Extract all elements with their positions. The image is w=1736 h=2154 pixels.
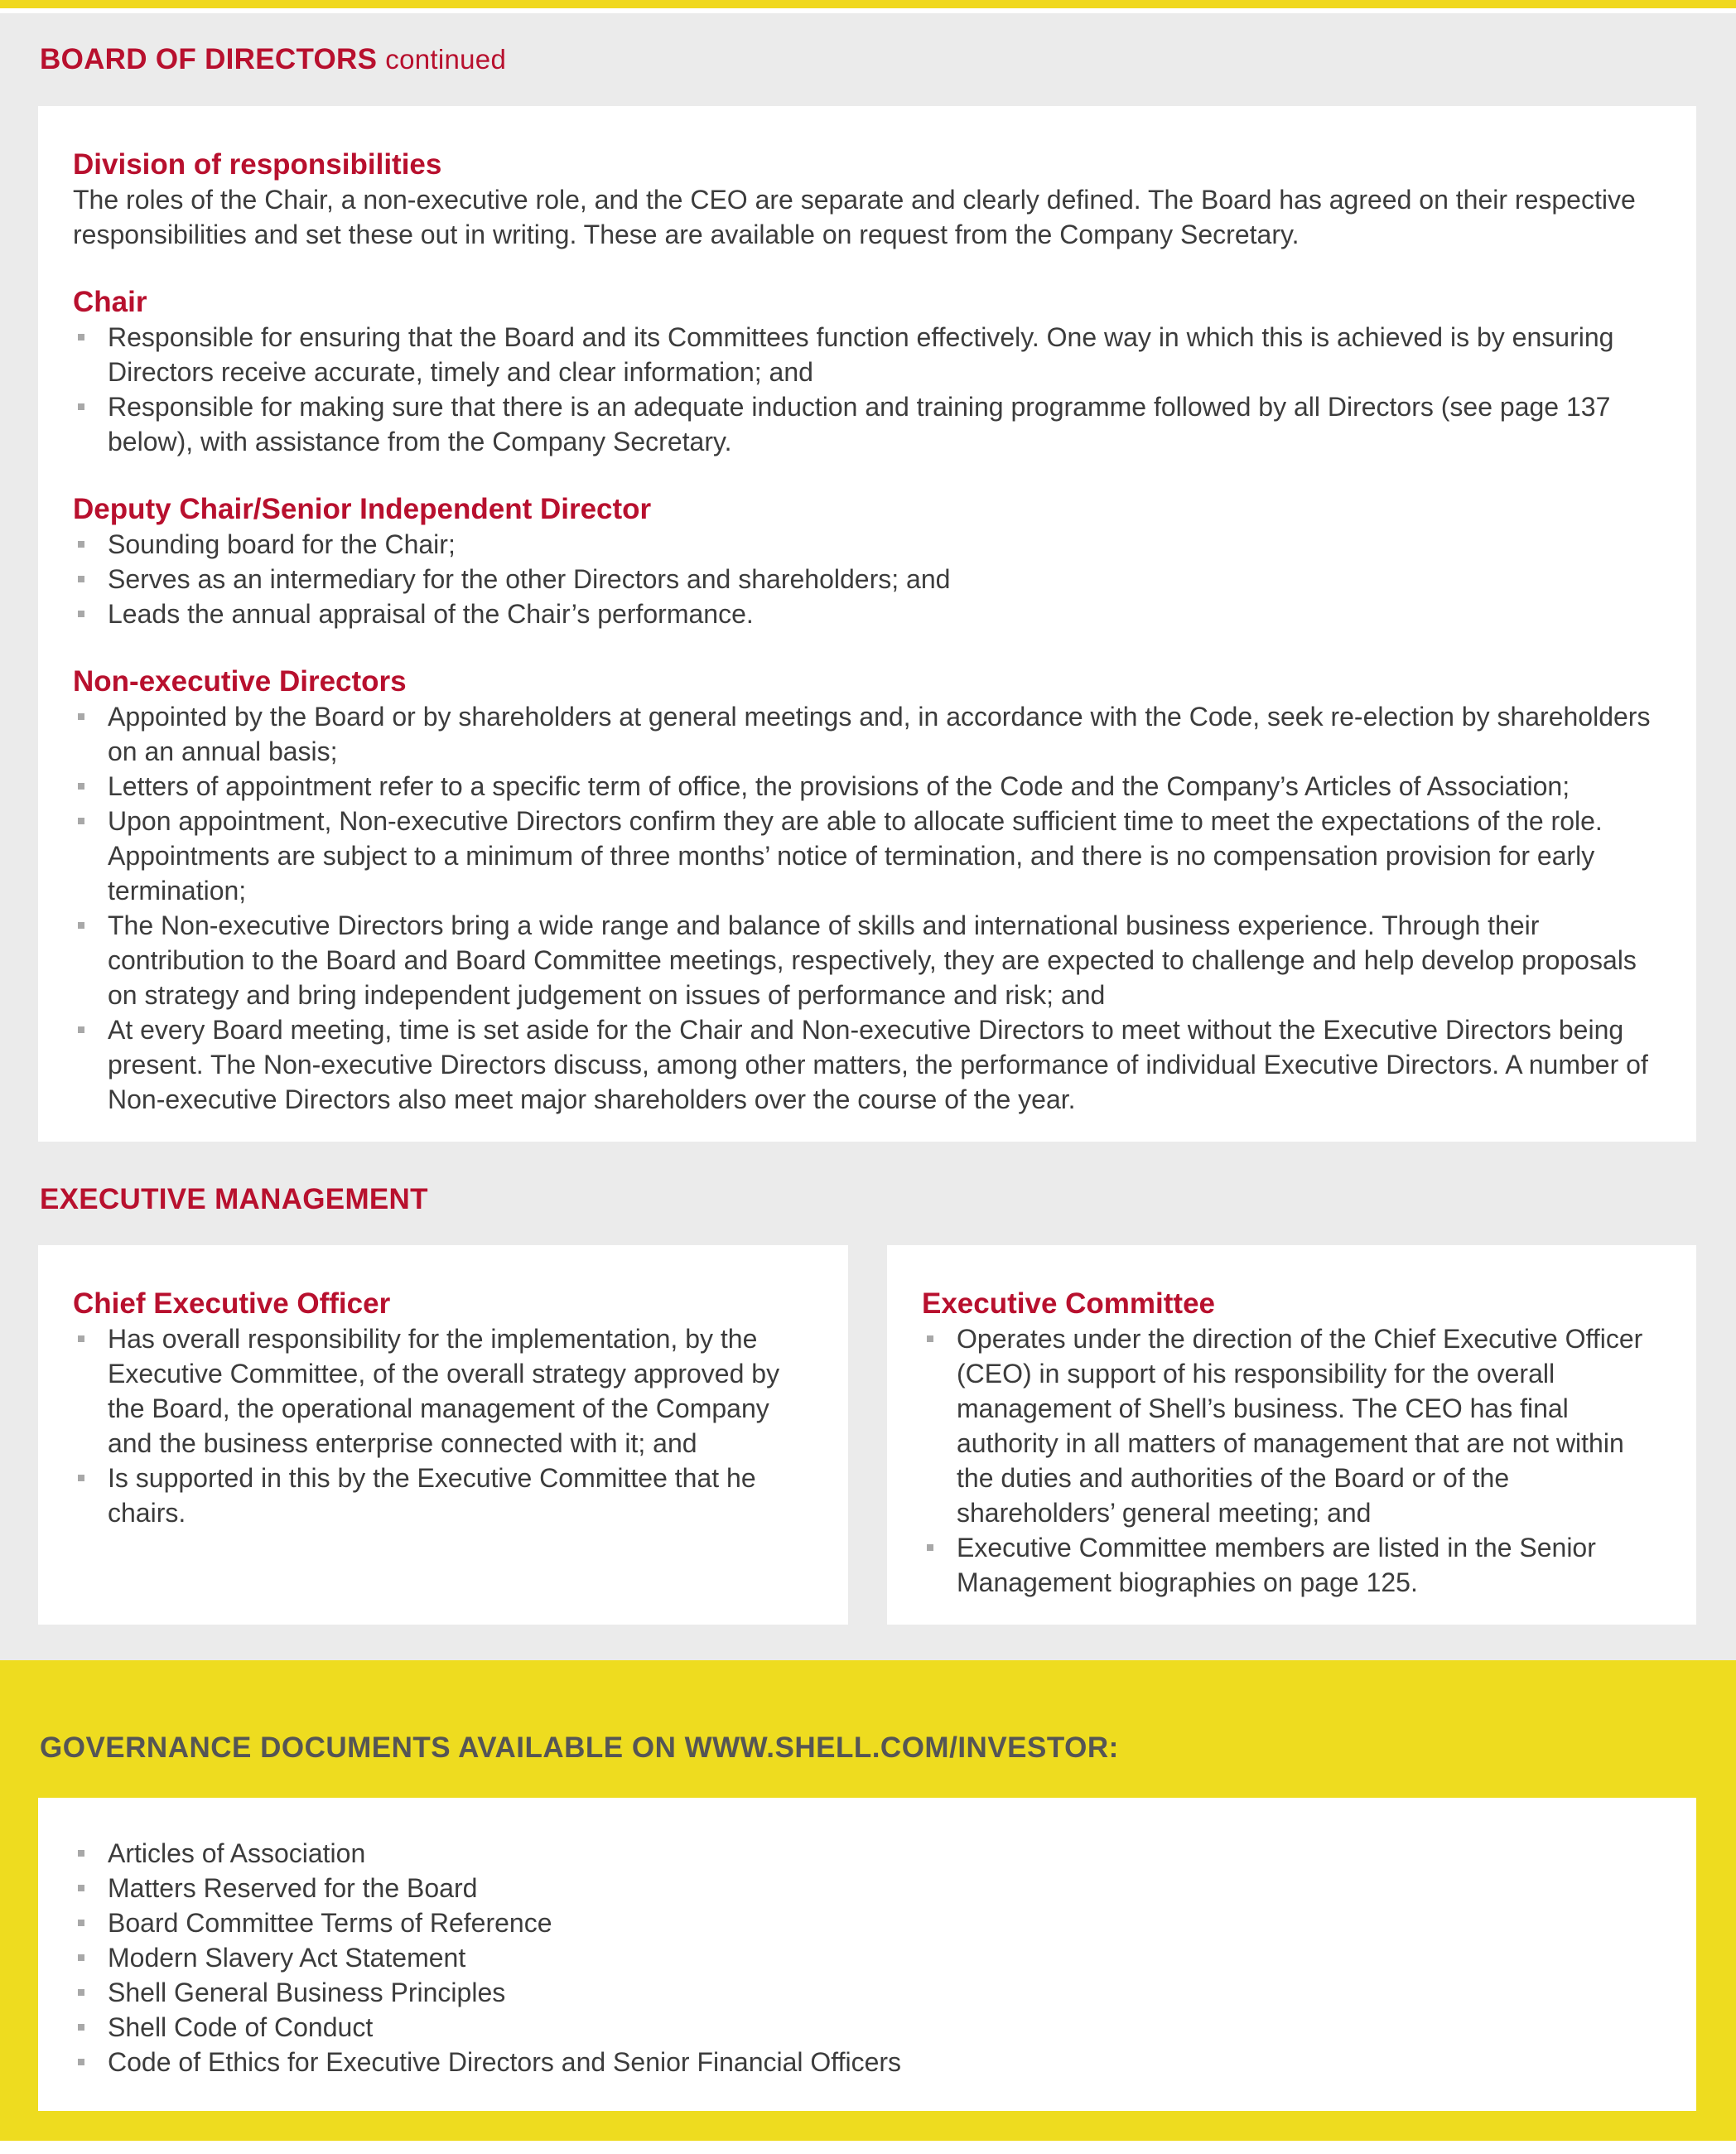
list-item: Letters of appointment refer to a specific term of office, the provisions of the Code and the Company’s Articles of Association; — [73, 769, 1661, 804]
bullet-square-icon — [78, 1475, 84, 1481]
list-item: Shell Code of Conduct — [73, 2010, 1661, 2045]
ceo-card — [38, 1245, 848, 1625]
governance-card — [38, 1798, 1696, 2111]
bullet-square-icon — [78, 1885, 84, 1891]
bullet-square-icon — [927, 1544, 933, 1551]
list-item: Board Committee Terms of Reference — [73, 1905, 1661, 1940]
bullet-square-icon — [78, 541, 84, 548]
non-executive-list — [73, 699, 1661, 1117]
list-item: Shell General Business Principles — [73, 1975, 1661, 2010]
executive-committee-list — [922, 1321, 1661, 1600]
bullet-square-icon — [78, 1954, 84, 1961]
ceo-heading: Chief Executive Officer — [73, 1287, 391, 1320]
board-title-text: BOARD OF DIRECTORS — [40, 43, 378, 75]
list-item: Appointed by the Board or by shareholders at general meetings and, in accordance with the Code, seek re-election by shareholders on an annual basis; — [73, 699, 1661, 769]
bullet-square-icon — [78, 1989, 84, 1996]
chair-heading: Chair — [73, 286, 147, 318]
executive-section-title: EXECUTIVE MANAGEMENT — [40, 1183, 428, 1215]
board-section-title — [40, 43, 506, 76]
non-executive-block — [73, 664, 1661, 1117]
list-item: Articles of Association — [73, 1836, 1661, 1871]
list-item: Operates under the direction of the Chief Executive Officer (CEO) in support of his responsibility for the overall management of Shell’s business. The CEO has final authority in all matters of management that are not within the duties and authorities of the Board or of the shareholders’ general meeting; and — [922, 1321, 1661, 1530]
governance-section-title: GOVERNANCE DOCUMENTS AVAILABLE ON WWW.SHELL.COM/INVESTOR: — [40, 1731, 1119, 1764]
list-item: Has overall responsibility for the implementation, by the Executive Committee, of the overall strategy approved by the Board, the operational management of the Company and the business enterprise connected with it; and — [73, 1321, 813, 1461]
list-item: Executive Committee members are listed in the Senior Management biographies on page 125. — [922, 1530, 1661, 1600]
bullet-square-icon — [78, 783, 84, 790]
bullet-square-icon — [78, 1920, 84, 1926]
bullet-square-icon — [78, 818, 84, 824]
division-heading: Division of responsibilities — [73, 148, 442, 181]
bullet-square-icon — [78, 403, 84, 410]
list-item: Responsible for ensuring that the Board and its Committees function effectively. One way in which this is achieved is by ensuring Directors receive accurate, timely and clear information; and — [73, 320, 1661, 389]
chair-list — [73, 320, 1661, 459]
bullet-square-icon — [78, 1026, 84, 1033]
board-continued-label: continued — [385, 44, 507, 75]
list-item: Modern Slavery Act Statement — [73, 1940, 1661, 1975]
division-paragraph: The roles of the Chair, a non-executive role, and the CEO are separate and clearly defined. The Board has agreed on their respective responsibilities and set these out in writing. These are available on request from the Company Secretary. — [73, 185, 1636, 249]
list-item: Responsible for making sure that there is an adequate induction and training programme followed by all Directors (see page 137 below), with assistance from the Company Secretary. — [73, 389, 1661, 459]
bullet-square-icon — [78, 1335, 84, 1342]
list-item: Leads the annual appraisal of the Chair’s performance. — [73, 596, 1661, 631]
list-item: At every Board meeting, time is set aside for the Chair and Non-executive Directors to meet without the Executive Directors being present. The Non-executive Directors discuss, among other matters, the performance of individual Executive Directors. A number of Non-executive Directors also meet major shareholders over the course of the year. — [73, 1012, 1661, 1117]
deputy-chair-block — [73, 492, 1661, 631]
bullet-square-icon — [78, 1850, 84, 1857]
list-item: Matters Reserved for the Board — [73, 1871, 1661, 1905]
top-yellow-rule — [0, 0, 1736, 8]
bullet-square-icon — [78, 576, 84, 582]
deputy-chair-list — [73, 527, 1661, 631]
executive-committee-heading: Executive Committee — [922, 1287, 1216, 1320]
list-item: Serves as an intermediary for the other Directors and shareholders; and — [73, 562, 1661, 596]
board-card — [38, 106, 1696, 1142]
list-item: Code of Ethics for Executive Directors and Senior Financial Officers — [73, 2045, 1661, 2079]
bullet-square-icon — [78, 611, 84, 617]
list-item: The Non-executive Directors bring a wide range and balance of skills and international business experience. Through their contribution to the Board and Board Committee meetings, respectively, they are expected to challenge and help develop proposals on strategy and bring independent judgement on issues of performance and risk; and — [73, 908, 1661, 1012]
bullet-square-icon — [78, 2059, 84, 2065]
ceo-list — [73, 1321, 813, 1530]
bullet-square-icon — [78, 334, 84, 340]
bullet-square-icon — [78, 713, 84, 720]
non-executive-heading: Non-executive Directors — [73, 665, 407, 698]
chair-block — [73, 285, 1661, 459]
list-item: Upon appointment, Non-executive Directors confirm they are able to allocate sufficient time to meet the expectations of the role. Appointments are subject to a minimum of three months’ notice of termination, and there is no compensation provision for early termination; — [73, 804, 1661, 908]
deputy-chair-heading: Deputy Chair/Senior Independent Director — [73, 493, 652, 525]
bullet-square-icon — [78, 2024, 84, 2031]
governance-list — [73, 1836, 1661, 2079]
list-item: Is supported in this by the Executive Committee that he chairs. — [73, 1461, 813, 1530]
list-item: Sounding board for the Chair; — [73, 527, 1661, 562]
bullet-square-icon — [927, 1335, 933, 1342]
executive-committee-card — [887, 1245, 1696, 1625]
division-block — [73, 147, 1661, 252]
bullet-square-icon — [78, 922, 84, 929]
